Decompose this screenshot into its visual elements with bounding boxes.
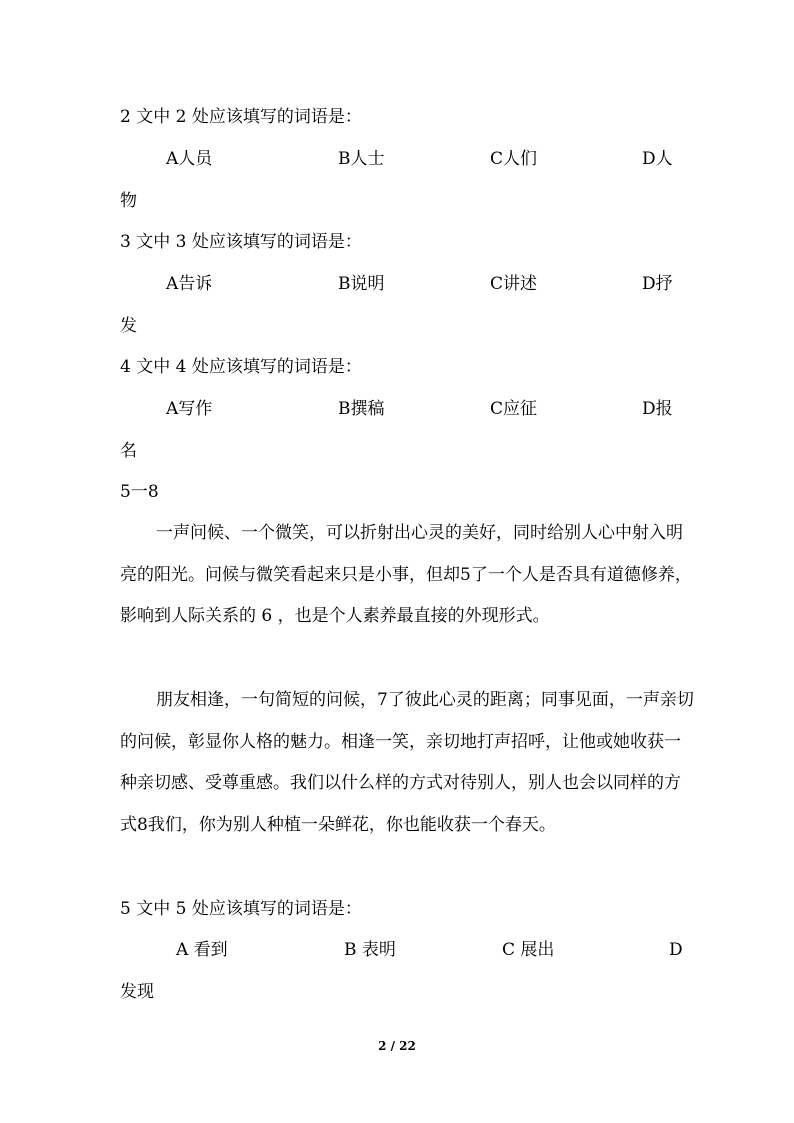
question-5-stem: 5 文中 5 处应该填写的词语是：	[120, 899, 362, 919]
question-3-option-c: C讲述	[490, 274, 538, 294]
question-4-option-c: C应征	[490, 399, 538, 419]
question-2-option-a: A人员	[166, 149, 213, 169]
question-2-option-d: D人	[642, 149, 673, 169]
question-4-option-b: B撰稿	[338, 399, 385, 419]
question-3-option-b: B说明	[338, 274, 385, 294]
question-4-option-d: D报	[642, 399, 673, 419]
question-5-option-d: D	[669, 940, 683, 960]
question-4-stem: 4 文中 4 处应该填写的词语是：	[120, 357, 362, 377]
passage-paragraph-1: 一声问候、一个微笑，可以折射出心灵的美好，同时给别人心中射入明亮的阳光。问候与微笑看起来只是小事，但却5了一个人是否具有道德修养，影响到人际关系的 6 ，也是个人素养最直接的外现形式。	[120, 523, 692, 627]
question-3-option-d: D抒	[642, 274, 673, 294]
question-3-option-d-wrap: 发	[120, 316, 137, 336]
question-3-option-a: A告诉	[166, 274, 213, 294]
question-5-option-b: B 表明	[344, 940, 396, 960]
question-2-option-c: C人们	[490, 149, 538, 169]
question-4-option-d-wrap: 名	[120, 441, 137, 461]
question-2-option-b: B人士	[338, 149, 385, 169]
question-3-stem: 3 文中 3 处应该填写的词语是：	[120, 232, 362, 252]
passage-paragraph-2: 朋友相逢，一句简短的问候，7了彼此心灵的距离；同事见面，一声亲切的问候，彰显你人格的魅力。相逢一笑，亲切地打声招呼，让他或她收获一种亲切感、受尊重感。我们以什么样的方式对待别人，别人也会以同样的方式8我们，你为别人种植一朵鲜花，你也能收获一个春天。	[120, 690, 694, 835]
question-2-stem: 2 文中 2 处应该填写的词语是：	[120, 107, 362, 127]
page-number: 2 / 22	[378, 1039, 416, 1053]
question-2-option-d-wrap: 物	[120, 191, 137, 211]
question-5-option-d-wrap: 发现	[120, 982, 154, 1002]
question-5-option-a: A 看到	[176, 940, 228, 960]
question-4-option-a: A写作	[166, 399, 213, 419]
question-5-option-c: C 展出	[502, 940, 555, 960]
section-heading: 5一8	[120, 482, 159, 502]
